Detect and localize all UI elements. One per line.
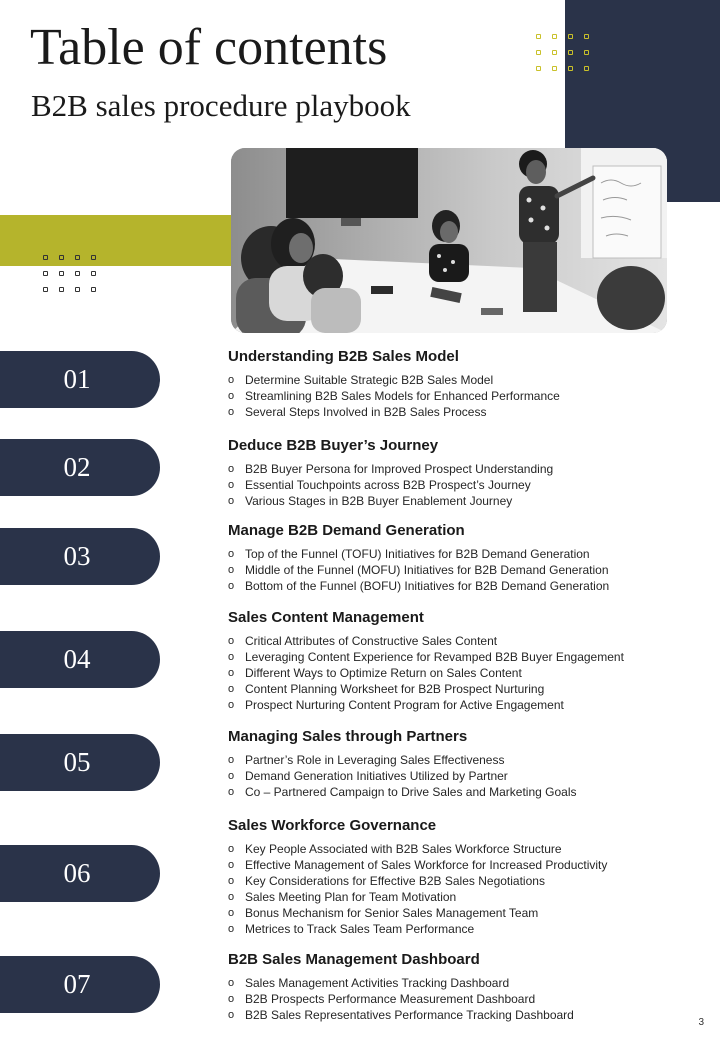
toc-section-01 <box>228 348 708 420</box>
circle-bullet-icon: o <box>228 843 235 855</box>
section-items <box>228 372 708 420</box>
page-number: 3 <box>698 1017 704 1028</box>
list-item: o Sales Meeting Plan for Team Motivation <box>228 890 457 904</box>
section-number-05: 05 <box>0 734 160 791</box>
circle-bullet-icon: o <box>228 891 235 903</box>
section-items <box>228 841 708 937</box>
circle-bullet-icon: o <box>228 907 235 919</box>
section-number-01: 01 <box>0 351 160 408</box>
list-item: o Critical Attributes of Constructive Sales Content <box>228 634 498 648</box>
meeting-photo-icon <box>231 148 667 333</box>
circle-bullet-icon: o <box>228 390 235 402</box>
list-item: o Bottom of the Funnel (BOFU) Initiatives for B2B Demand Generation <box>228 579 610 593</box>
toc-section-05 <box>228 728 708 800</box>
section-items <box>228 975 708 1023</box>
circle-bullet-icon: o <box>228 651 235 663</box>
circle-bullet-icon: o <box>228 875 235 887</box>
toc-section-04 <box>228 609 708 713</box>
list-item: o B2B Sales Representatives Performance Tracking Dashboard <box>228 1008 574 1022</box>
circle-bullet-icon: o <box>228 635 235 647</box>
list-item: o Key Considerations for Effective B2B Sales Negotiations <box>228 874 545 888</box>
section-items <box>228 752 708 800</box>
list-item: o Effective Management of Sales Workforce for Increased Productivity <box>228 858 608 872</box>
section-title: Manage B2B Demand Generation <box>228 522 465 539</box>
section-number-03: 03 <box>0 528 160 585</box>
section-number-07: 07 <box>0 956 160 1013</box>
list-item: o Streamlining B2B Sales Models for Enhanced Performance <box>228 389 560 403</box>
list-item: o Content Planning Worksheet for B2B Prospect Nurturing <box>228 682 545 696</box>
circle-bullet-icon: o <box>228 406 235 418</box>
list-item: o Determine Suitable Strategic B2B Sales Model <box>228 373 494 387</box>
list-item: o Various Stages in B2B Buyer Enablement Journey <box>228 494 513 508</box>
list-item: o Partner’s Role in Leveraging Sales Effectiveness <box>228 753 505 767</box>
circle-bullet-icon: o <box>228 667 235 679</box>
list-item: o Different Ways to Optimize Return on Sales Content <box>228 666 522 680</box>
circle-bullet-icon: o <box>228 564 235 576</box>
list-item: o Leveraging Content Experience for Revamped B2B Buyer Engagement <box>228 650 624 664</box>
circle-bullet-icon: o <box>228 754 235 766</box>
list-item: o Bonus Mechanism for Senior Sales Management Team <box>228 906 539 920</box>
list-item: o Co – Partnered Campaign to Drive Sales and Marketing Goals <box>228 785 577 799</box>
toc-section-07 <box>228 951 708 1023</box>
list-item: o Several Steps Involved in B2B Sales Process <box>228 405 487 419</box>
section-title: Understanding B2B Sales Model <box>228 348 459 365</box>
section-title: Managing Sales through Partners <box>228 728 468 745</box>
list-item: o Metrices to Track Sales Team Performance <box>228 922 475 936</box>
decorative-dot-grid-left <box>43 255 96 292</box>
circle-bullet-icon: o <box>228 580 235 592</box>
circle-bullet-icon: o <box>228 374 235 386</box>
olive-accent-bar <box>0 215 255 266</box>
circle-bullet-icon: o <box>228 699 235 711</box>
circle-bullet-icon: o <box>228 495 235 507</box>
circle-bullet-icon: o <box>228 786 235 798</box>
list-item: o Key People Associated with B2B Sales Workforce Structure <box>228 842 562 856</box>
section-title: Deduce B2B Buyer’s Journey <box>228 437 439 454</box>
section-number-06: 06 <box>0 845 160 902</box>
meeting-photo-illustration <box>231 148 667 333</box>
list-item: o Middle of the Funnel (MOFU) Initiatives for B2B Demand Generation <box>228 563 609 577</box>
list-item: o Essential Touchpoints across B2B Prospect’s Journey <box>228 478 531 492</box>
list-item: o B2B Buyer Persona for Improved Prospect Understanding <box>228 462 554 476</box>
circle-bullet-icon: o <box>228 993 235 1005</box>
circle-bullet-icon: o <box>228 463 235 475</box>
page-subtitle: B2B sales procedure playbook <box>31 88 411 123</box>
toc-section-02 <box>228 437 708 509</box>
toc-section-06 <box>228 817 708 937</box>
toc-section-03 <box>228 522 708 594</box>
section-number-02: 02 <box>0 439 160 496</box>
section-items <box>228 461 708 509</box>
list-item: o Demand Generation Initiatives Utilized by Partner <box>228 769 508 783</box>
circle-bullet-icon: o <box>228 548 235 560</box>
decorative-dot-grid-top <box>536 34 589 71</box>
section-title: Sales Content Management <box>228 609 424 626</box>
section-number-04: 04 <box>0 631 160 688</box>
circle-bullet-icon: o <box>228 923 235 935</box>
section-title: Sales Workforce Governance <box>228 817 437 834</box>
section-items <box>228 633 708 713</box>
circle-bullet-icon: o <box>228 770 235 782</box>
list-item: o Sales Management Activities Tracking Dashboard <box>228 976 510 990</box>
list-item: o Top of the Funnel (TOFU) Initiatives for B2B Demand Generation <box>228 547 590 561</box>
circle-bullet-icon: o <box>228 977 235 989</box>
circle-bullet-icon: o <box>228 859 235 871</box>
circle-bullet-icon: o <box>228 479 235 491</box>
section-title: B2B Sales Management Dashboard <box>228 951 480 968</box>
page-title: Table of contents <box>30 19 388 76</box>
list-item: o Prospect Nurturing Content Program for Active Engagement <box>228 698 564 712</box>
circle-bullet-icon: o <box>228 1009 235 1021</box>
section-items <box>228 546 708 594</box>
list-item: o B2B Prospects Performance Measurement Dashboard <box>228 992 536 1006</box>
circle-bullet-icon: o <box>228 683 235 695</box>
